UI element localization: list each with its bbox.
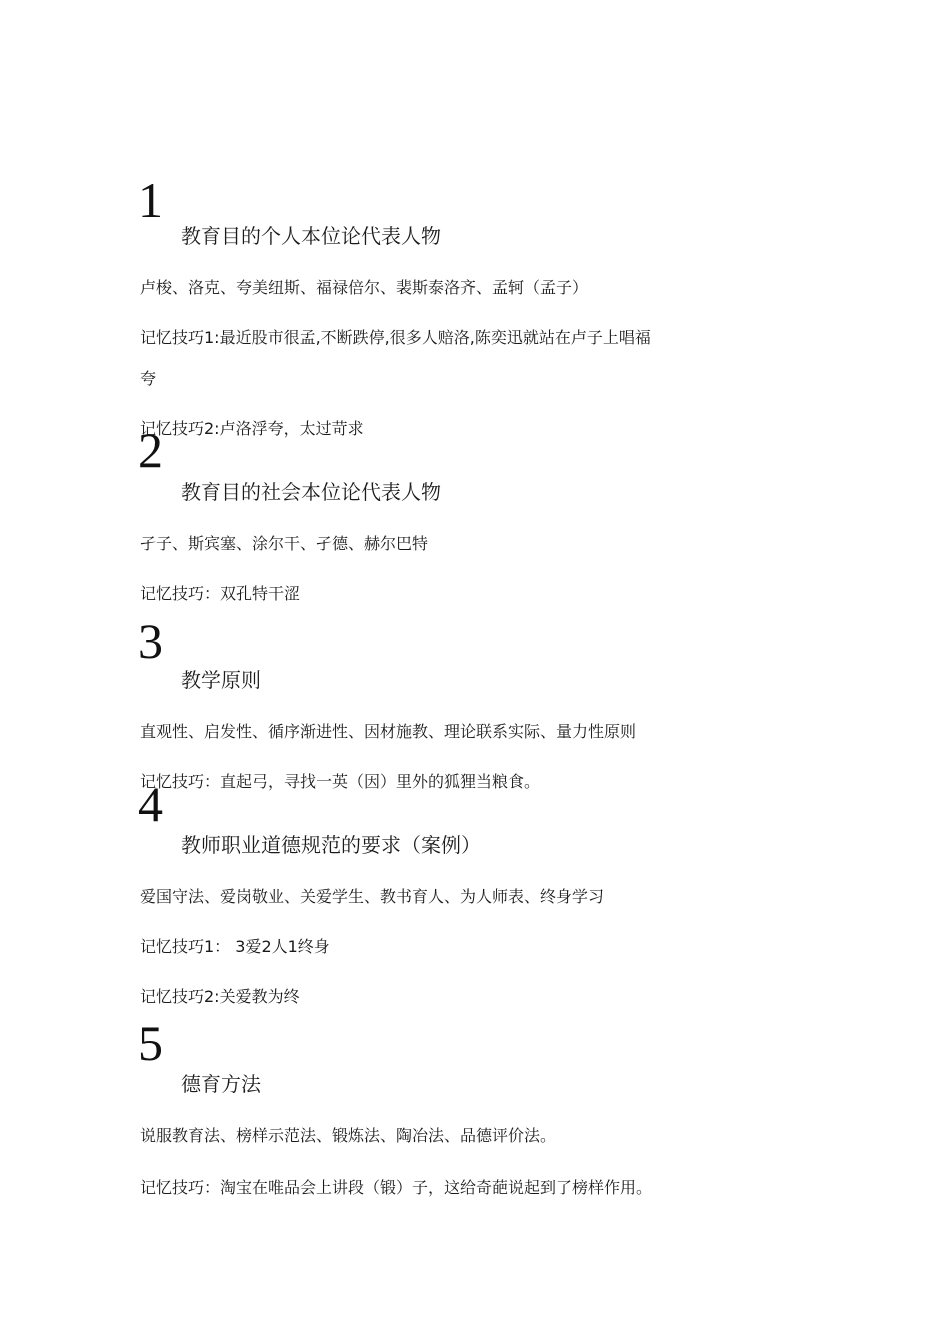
section-3-content: 直观性、启发性、循序渐进性、因材施教、理论联系实际、量力性原则 (140, 722, 637, 741)
section-2-tip: 记忆技巧：双孔特干涩 (140, 584, 301, 603)
section-1-content: 卢梭、洛克、夸美纽斯、福禄倍尔、裴斯泰洛齐、孟轲（孟子） (140, 278, 589, 297)
section-1-tip1-line2: 夸 (140, 369, 157, 388)
section-1-tip2: 记忆技巧2:卢洛浮夸，太过苛求 (140, 419, 364, 438)
section-5-content: 说服教育法、榜样示范法、锻炼法、陶冶法、品德评价法。 (140, 1126, 557, 1145)
section-4-number: 4 (138, 776, 163, 832)
section-4-tip2: 记忆技巧2:关爱教为终 (140, 987, 300, 1006)
section-5-number: 5 (138, 1015, 163, 1071)
section-3-title: 教学原则 (181, 668, 261, 692)
section-4-title: 教师职业道德规范的要求（案例） (181, 833, 481, 857)
section-1-number: 1 (138, 172, 163, 228)
section-2-number: 2 (138, 422, 163, 478)
section-4-tip1: 记忆技巧1： 3爱2人1终身 (140, 937, 330, 956)
section-4-content: 爱国守法、爱岗敬业、关爱学生、教书育人、为人师表、终身学习 (140, 887, 605, 906)
section-1-tip1-line1: 记忆技巧1:最近股市很孟,不断跌停,很多人赔洛,陈奕迅就站在卢子上唱福 (140, 328, 651, 347)
section-3-tip: 记忆技巧：直起弓，寻找一英（因）里外的狐狸当粮食。 (140, 772, 541, 791)
section-3-number: 3 (138, 613, 163, 669)
section-2-title: 教育目的社会本位论代表人物 (181, 480, 441, 504)
section-5-tip: 记忆技巧：淘宝在唯品会上讲段（锻）子，这给奇葩说起到了榜样作用。 (140, 1178, 653, 1197)
section-5-title: 德育方法 (181, 1072, 261, 1096)
section-2-content: 孑子、斯宾塞、涂尔干、孑德、赫尔巴特 (140, 534, 429, 553)
section-1-title: 教育目的个人本位论代表人物 (181, 224, 441, 248)
